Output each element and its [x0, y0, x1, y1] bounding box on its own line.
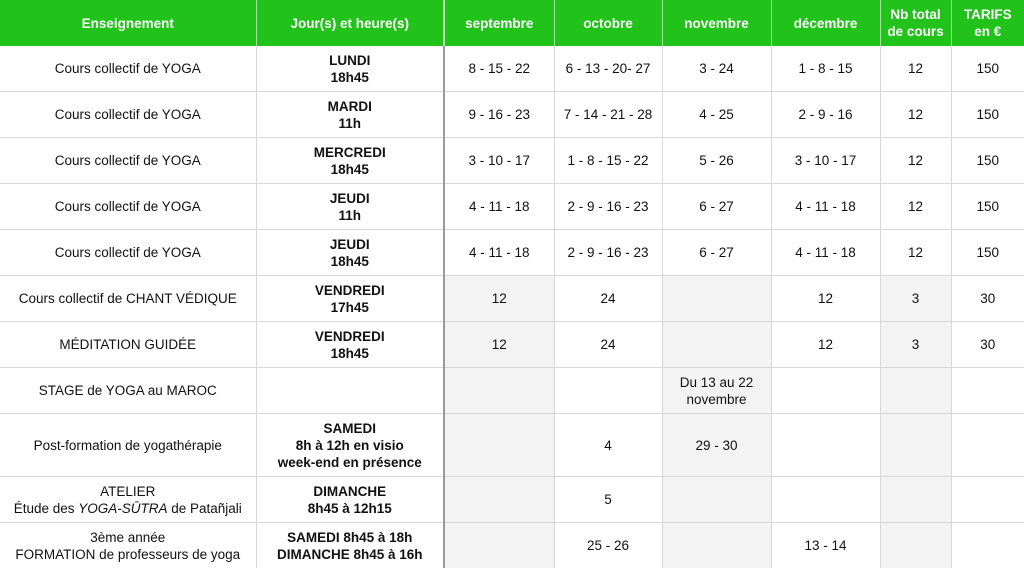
september-dates-cell: [444, 184, 554, 230]
price: 150: [976, 61, 999, 76]
total-courses: 12: [908, 245, 923, 260]
table-row: [0, 322, 1024, 368]
october-dates: 5: [604, 492, 612, 507]
price: 150: [976, 107, 999, 122]
september-dates: 4 - 11 - 18: [469, 245, 530, 260]
december-dates: 12: [818, 337, 833, 352]
day-time-cell: [256, 230, 444, 276]
total-courses-cell: [880, 230, 951, 276]
september-dates-cell: [444, 230, 554, 276]
price: 150: [976, 245, 999, 260]
price-cell: [951, 477, 1024, 523]
november-dates: 6 - 27: [699, 199, 734, 214]
september-dates-cell: [444, 523, 554, 568]
day-time: 18h45: [259, 345, 442, 362]
december-dates-cell: [771, 276, 880, 322]
september-dates-cell: [444, 368, 554, 414]
course-name: ATELIER: [2, 483, 254, 500]
table-row: [0, 276, 1024, 322]
september-dates-cell: [444, 92, 554, 138]
december-dates: 4 - 11 - 18: [795, 245, 856, 260]
september-dates: 8 - 15 - 22: [468, 61, 530, 76]
september-dates: 9 - 16 - 23: [468, 107, 530, 122]
december-dates: 1 - 8 - 15: [798, 61, 852, 76]
december-dates: 12: [818, 291, 833, 306]
november-dates-cell: [662, 523, 771, 568]
november-dates-cell: [662, 230, 771, 276]
december-dates-cell: [771, 477, 880, 523]
november-dates: Du 13 au 22 novembre: [665, 374, 769, 408]
price: 150: [976, 153, 999, 168]
november-dates-cell: [662, 46, 771, 92]
day-time: VENDREDI: [259, 328, 442, 345]
day-time: 18h45: [259, 69, 442, 86]
course-name-cell: [0, 368, 256, 414]
course-name: Étude des YOGA-SŪTRA de Patañjali: [2, 500, 254, 517]
header-tarifs-line1: TARIFS: [954, 6, 1023, 23]
november-dates-cell: [662, 184, 771, 230]
october-dates-cell: [554, 477, 662, 523]
october-dates: 4: [604, 438, 612, 453]
price-cell: [951, 230, 1024, 276]
italic-title: YOGA-SŪTRA: [78, 501, 167, 516]
price: 30: [980, 337, 995, 352]
course-name: 3ème année: [2, 529, 254, 546]
price: 30: [980, 291, 995, 306]
september-dates-cell: [444, 414, 554, 477]
december-dates: 13 - 14: [804, 538, 846, 553]
day-time: SAMEDI 8h45 à 18h: [259, 529, 442, 546]
header-nb-total-line2: de cours: [883, 23, 949, 40]
course-name-cell: [0, 414, 256, 477]
day-time: DIMANCHE 8h45 à 16h: [259, 546, 442, 563]
december-dates-cell: [771, 138, 880, 184]
day-time: DIMANCHE: [259, 483, 442, 500]
total-courses: 12: [908, 199, 923, 214]
total-courses: 3: [912, 291, 920, 306]
december-dates-cell: [771, 523, 880, 568]
total-courses-cell: [880, 46, 951, 92]
total-courses: 12: [908, 153, 923, 168]
october-dates-cell: [554, 184, 662, 230]
day-time: 11h: [259, 115, 442, 132]
september-dates-cell: [444, 46, 554, 92]
course-name: Cours collectif de YOGA: [2, 198, 254, 215]
november-dates: 4 - 25: [699, 107, 734, 122]
total-courses-cell: [880, 322, 951, 368]
october-dates: 1 - 8 - 15 - 22: [567, 153, 648, 168]
course-name-cell: [0, 523, 256, 568]
day-time: 11h: [259, 207, 442, 224]
price-cell: [951, 368, 1024, 414]
october-dates: 6 - 13 - 20- 27: [566, 61, 651, 76]
december-dates-cell: [771, 230, 880, 276]
october-dates-cell: [554, 523, 662, 568]
table-row: [0, 368, 1024, 414]
price-cell: [951, 138, 1024, 184]
total-courses-cell: [880, 92, 951, 138]
september-dates-cell: [444, 477, 554, 523]
course-name: MÉDITATION GUIDÉE: [2, 336, 254, 353]
september-dates: 3 - 10 - 17: [468, 153, 530, 168]
october-dates: 2 - 9 - 16 - 23: [567, 245, 648, 260]
price-cell: [951, 276, 1024, 322]
day-time: MERCREDI: [259, 144, 442, 161]
total-courses-cell: [880, 138, 951, 184]
header-octobre: octobre: [554, 0, 662, 46]
october-dates: 7 - 14 - 21 - 28: [564, 107, 653, 122]
october-dates-cell: [554, 138, 662, 184]
day-time-cell: [256, 92, 444, 138]
day-time-cell: [256, 46, 444, 92]
day-time-cell: [256, 523, 444, 568]
course-name-cell: [0, 477, 256, 523]
november-dates-cell: [662, 138, 771, 184]
october-dates-cell: [554, 322, 662, 368]
december-dates-cell: [771, 184, 880, 230]
october-dates: 25 - 26: [587, 538, 629, 553]
day-time: LUNDI: [259, 52, 442, 69]
total-courses-cell: [880, 368, 951, 414]
october-dates: 2 - 9 - 16 - 23: [567, 199, 648, 214]
price: 150: [976, 199, 999, 214]
course-name-cell: [0, 276, 256, 322]
november-dates: 6 - 27: [699, 245, 734, 260]
november-dates-cell: [662, 276, 771, 322]
price-cell: [951, 322, 1024, 368]
header-jours-heures: Jour(s) et heure(s): [256, 0, 444, 46]
table-row: [0, 230, 1024, 276]
september-dates-cell: [444, 276, 554, 322]
table-row: [0, 184, 1024, 230]
header-nb-total: [880, 0, 951, 46]
december-dates-cell: [771, 322, 880, 368]
day-time: MARDI: [259, 98, 442, 115]
day-time-cell: [256, 414, 444, 477]
price-cell: [951, 523, 1024, 568]
table-row: [0, 138, 1024, 184]
course-name: Cours collectif de YOGA: [2, 244, 254, 261]
course-name: Cours collectif de CHANT VÉDIQUE: [2, 290, 254, 307]
day-time-cell: [256, 322, 444, 368]
september-dates: 12: [492, 291, 507, 306]
header-tarifs: [951, 0, 1024, 46]
total-courses-cell: [880, 184, 951, 230]
total-courses: 12: [908, 61, 923, 76]
october-dates-cell: [554, 368, 662, 414]
september-dates-cell: [444, 322, 554, 368]
course-name-cell: [0, 184, 256, 230]
day-time-cell: [256, 477, 444, 523]
day-time-cell: [256, 184, 444, 230]
table-row: [0, 46, 1024, 92]
course-name: STAGE de YOGA au MAROC: [2, 382, 254, 399]
october-dates: 24: [600, 337, 615, 352]
november-dates: 29 - 30: [695, 438, 737, 453]
september-dates: 4 - 11 - 18: [469, 199, 530, 214]
course-name: Cours collectif de YOGA: [2, 106, 254, 123]
course-name-cell: [0, 138, 256, 184]
december-dates-cell: [771, 46, 880, 92]
november-dates: 3 - 24: [699, 61, 734, 76]
total-courses: 3: [912, 337, 920, 352]
october-dates-cell: [554, 46, 662, 92]
table-row: [0, 92, 1024, 138]
course-name: Cours collectif de YOGA: [2, 152, 254, 169]
course-name-cell: [0, 322, 256, 368]
table-row: [0, 523, 1024, 568]
day-time: 18h45: [259, 253, 442, 270]
november-dates-cell: [662, 322, 771, 368]
october-dates-cell: [554, 230, 662, 276]
day-time: VENDREDI: [259, 282, 442, 299]
day-time: 8h45 à 12h15: [259, 500, 442, 517]
december-dates-cell: [771, 92, 880, 138]
december-dates-cell: [771, 368, 880, 414]
day-time: 17h45: [259, 299, 442, 316]
day-time: 8h à 12h en visio: [259, 437, 442, 454]
december-dates: 4 - 11 - 18: [795, 199, 856, 214]
day-time: SAMEDI: [259, 420, 442, 437]
day-time-cell: [256, 138, 444, 184]
price-cell: [951, 46, 1024, 92]
total-courses-cell: [880, 523, 951, 568]
november-dates-cell: [662, 368, 771, 414]
october-dates-cell: [554, 276, 662, 322]
total-courses-cell: [880, 414, 951, 477]
price-cell: [951, 92, 1024, 138]
header-tarifs-line2: en €: [954, 23, 1023, 40]
course-name: Post-formation de yogathérapie: [2, 437, 254, 454]
november-dates: 5 - 26: [699, 153, 734, 168]
total-courses: 12: [908, 107, 923, 122]
november-dates-cell: [662, 477, 771, 523]
header-decembre: décembre: [771, 0, 880, 46]
december-dates: 3 - 10 - 17: [795, 153, 857, 168]
header-enseignement: Enseignement: [0, 0, 256, 46]
december-dates-cell: [771, 414, 880, 477]
day-time-cell: [256, 368, 444, 414]
table-row: [0, 414, 1024, 477]
day-time: week-end en présence: [259, 454, 442, 471]
december-dates: 2 - 9 - 16: [798, 107, 852, 122]
course-name: FORMATION de professeurs de yoga: [2, 546, 254, 563]
course-name-cell: [0, 92, 256, 138]
header-novembre: novembre: [662, 0, 771, 46]
day-time: JEUDI: [259, 236, 442, 253]
table-row: [0, 477, 1024, 523]
total-courses-cell: [880, 477, 951, 523]
day-time-cell: [256, 276, 444, 322]
header-row: [0, 0, 1024, 46]
course-name-cell: [0, 46, 256, 92]
day-time: 18h45: [259, 161, 442, 178]
september-dates-cell: [444, 138, 554, 184]
october-dates-cell: [554, 414, 662, 477]
total-courses-cell: [880, 276, 951, 322]
course-name-cell: [0, 230, 256, 276]
day-time: JEUDI: [259, 190, 442, 207]
course-name: Cours collectif de YOGA: [2, 60, 254, 77]
october-dates: 24: [600, 291, 615, 306]
november-dates-cell: [662, 414, 771, 477]
september-dates: 12: [492, 337, 507, 352]
november-dates-cell: [662, 92, 771, 138]
october-dates-cell: [554, 92, 662, 138]
header-septembre: septembre: [444, 0, 554, 46]
header-nb-total-line1: Nb total: [883, 6, 949, 23]
price-cell: [951, 184, 1024, 230]
price-cell: [951, 414, 1024, 477]
